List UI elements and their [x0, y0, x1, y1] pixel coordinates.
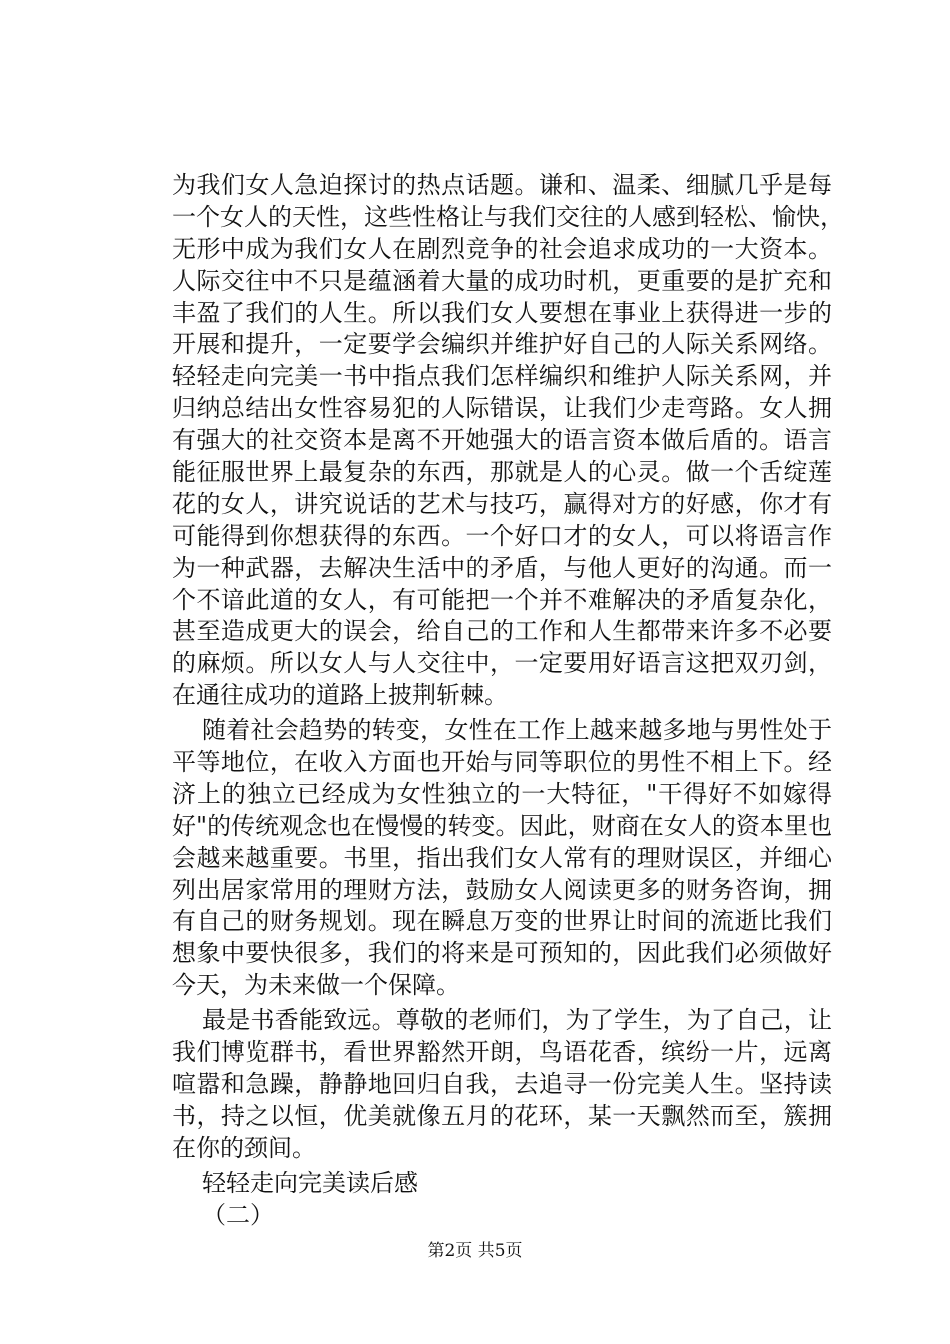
text-line: 平等地位，在收入方面也开始与同等职位的男性不相上下。经	[172, 748, 832, 777]
text-line: 喧嚣和急躁，静静地回归自我，去追寻一份完美人生。坚持读	[172, 1069, 832, 1098]
section-subtitle: （二）	[202, 1200, 274, 1229]
text-line: 为一种武器，去解决生活中的矛盾，与他人更好的沟通。而一	[172, 553, 832, 582]
text-line: 有强大的社交资本是离不开她强大的语言资本做后盾的。语言	[172, 426, 832, 455]
text-line: 丰盈了我们的人生。所以我们女人要想在事业上获得进一步的	[172, 298, 832, 327]
text-line: 会越来越重要。书里，指出我们女人常有的理财误区，并细心	[172, 843, 832, 872]
text-line: 有自己的财务规划。现在瞬息万变的世界让时间的流逝比我们	[172, 907, 832, 936]
text-line: 轻轻走向完美一书中指点我们怎样编织和维护人际关系网，并	[172, 362, 832, 391]
text-line: 最是书香能致远。尊敬的老师们，为了学生，为了自己，让	[202, 1006, 832, 1035]
page-indicator: 第2页 共5页	[427, 1241, 523, 1261]
text-line: 开展和提升，一定要学会编织并维护好自己的人际关系网络。	[172, 330, 832, 359]
text-line: 个不谙此道的女人，有可能把一个并不难解决的矛盾复杂化，	[172, 585, 832, 614]
text-line: 在通往成功的道路上披荆斩棘。	[172, 681, 508, 710]
section-title: 轻轻走向完美读后感	[202, 1168, 418, 1197]
text-line: 无形中成为我们女人在剧烈竞争的社会追求成功的一大资本。	[172, 234, 832, 263]
text-line: 我们博览群书，看世界豁然开朗，鸟语花香，缤纷一片，远离	[172, 1038, 832, 1067]
paragraph-1	[172, 170, 844, 712]
text-line: 为我们女人急迫探讨的热点话题。谦和、温柔、细腻几乎是每	[172, 171, 832, 199]
text-line: 在你的颈间。	[172, 1133, 316, 1162]
text-line: 列出居家常用的理财方法，鼓励女人阅读更多的财务咨询，拥	[172, 875, 832, 904]
text-line: 书，持之以恒，优美就像五月的花环，某一天飘然而至，簇拥	[172, 1101, 832, 1130]
text-line: 想象中要快很多，我们的将来是可预知的，因此我们必须做好	[172, 939, 832, 968]
text-line: 归纳总结出女性容易犯的人际错误，让我们少走弯路。女人拥	[172, 394, 832, 423]
text-line: 济上的独立已经成为女性独立的一大特征，"干得好不如嫁得	[172, 779, 832, 808]
paragraph-2	[172, 715, 832, 1002]
text-line: 今天，为未来做一个保障。	[172, 971, 460, 1000]
text-line: 一个女人的天性，这些性格让与我们交往的人感到轻松、愉快，	[172, 202, 844, 231]
text-line: 甚至造成更大的误会，给自己的工作和人生都带来许多不必要	[172, 617, 832, 646]
text-line: 花的女人，讲究说话的艺术与技巧，赢得对方的好感，你才有	[172, 489, 832, 518]
text-line: 的麻烦。所以女人与人交往中，一定要用好语言这把双刃剑，	[172, 649, 832, 678]
text-line: 好"的传统观念也在慢慢的转变。因此，财商在女人的资本里也	[172, 811, 832, 840]
paragraph-3	[172, 1005, 832, 1164]
text-line: 人际交往中不只是蕴涵着大量的成功时机，更重要的是扩充和	[172, 266, 832, 295]
text-line: 能征服世界上最复杂的东西，那就是人的心灵。做一个舌绽莲	[172, 458, 832, 487]
text-line: 可能得到你想获得的东西。一个好口才的女人，可以将语言作	[172, 521, 832, 550]
text-line: 随着社会趋势的转变，女性在工作上越来越多地与男性处于	[202, 716, 832, 745]
document-body	[172, 170, 844, 1231]
